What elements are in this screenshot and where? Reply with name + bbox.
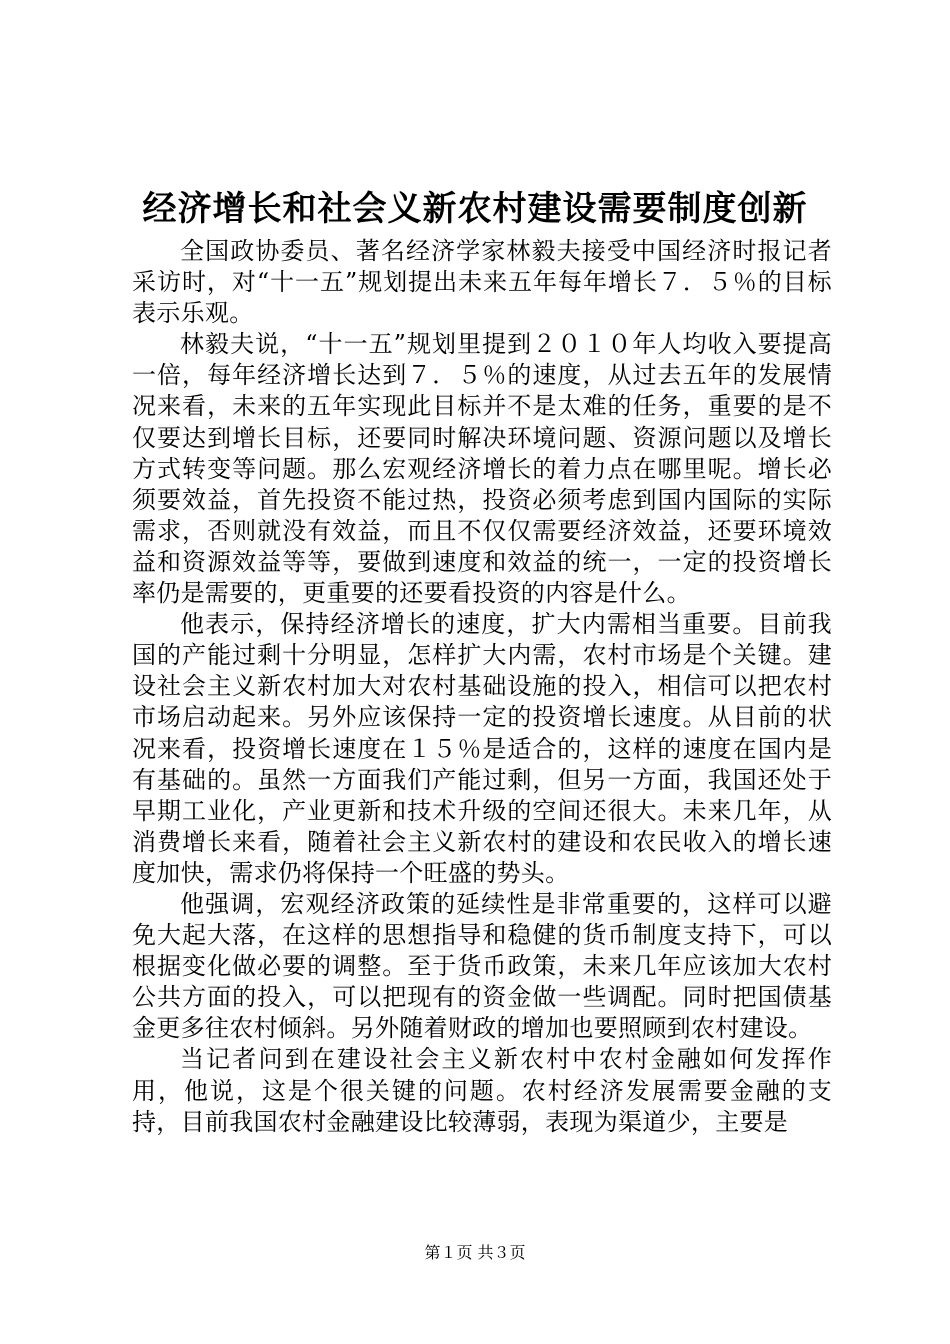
paragraph-2: 林毅夫说，“十一五”规划里提到２０１０年人均收入要提高一倍，每年经济增长达到７．５％的速度，从过去五年的发展情况来看，未来的五年实现此目标并不是太难的任务，重要的是不仅要达到增长目标，还要同时解决环境问题、资源问题以及增长方式转变等问题。那么宏观经济增长的着力点在哪里呢。增长必须要效益，首先投资不能过热，投资必须考虑到国内国际的实际需求，否则就没有效益，而且不仅仅需要经济效益，还要环境效益和资源效益等等，要做到速度和效益的统一，一定的投资增长率仍是需要的，更重要的还要看投资的内容是什么。 — [132, 330, 832, 608]
page-title: 经济增长和社会义新农村建设需要制度创新 — [142, 189, 808, 229]
page-number-footer: 第１页 共３页 — [424, 1243, 526, 1262]
paragraph-5: 当记者问到在建设社会主义新农村中农村金融如何发挥作用，他说，这是个很关键的问题。农村经济发展需要金融的支持，目前我国农村金融建设比较薄弱，表现为渠道少，主要是 — [132, 1045, 832, 1136]
paragraph-4: 他强调，宏观经济政策的延续性是非常重要的，这样可以避免大起大落，在这样的思想指导和稳健的货币制度支持下，可以根据变化做必要的调整。至于货币政策，未来几年应该加大农村公共方面的投入，可以把现有的资金做一些调配。同时把国债基金更多往农村倾斜。另外随着财政的增加也要照顾到农村建设。 — [132, 889, 832, 1043]
paragraph-3: 他表示，保持经济增长的速度，扩大内需相当重要。目前我国的产能过剩十分明显，怎样扩大内需，农村市场是个关键。建设社会主义新农村加大对农村基础设施的投入，相信可以把农村市场启动起来。另外应该保持一定的投资增长速度。从目前的状况来看，投资增长速度在１５％是适合的，这样的速度在国内是有基础的。虽然一方面我们产能过剩，但另一方面，我国还处于早期工业化，产业更新和技术升级的空间还很大。未来几年，从消费增长来看，随着社会主义新农村的建设和农民收入的增长速度加快，需求仍将保持一个旺盛的势头。 — [132, 610, 832, 887]
paragraph-1: 全国政协委员、著名经济学家林毅夫接受中国经济时报记者采访时，对“十一五”规划提出未来五年每年增长７．５％的目标表示乐观。 — [132, 237, 832, 328]
document-body — [132, 236, 832, 1138]
